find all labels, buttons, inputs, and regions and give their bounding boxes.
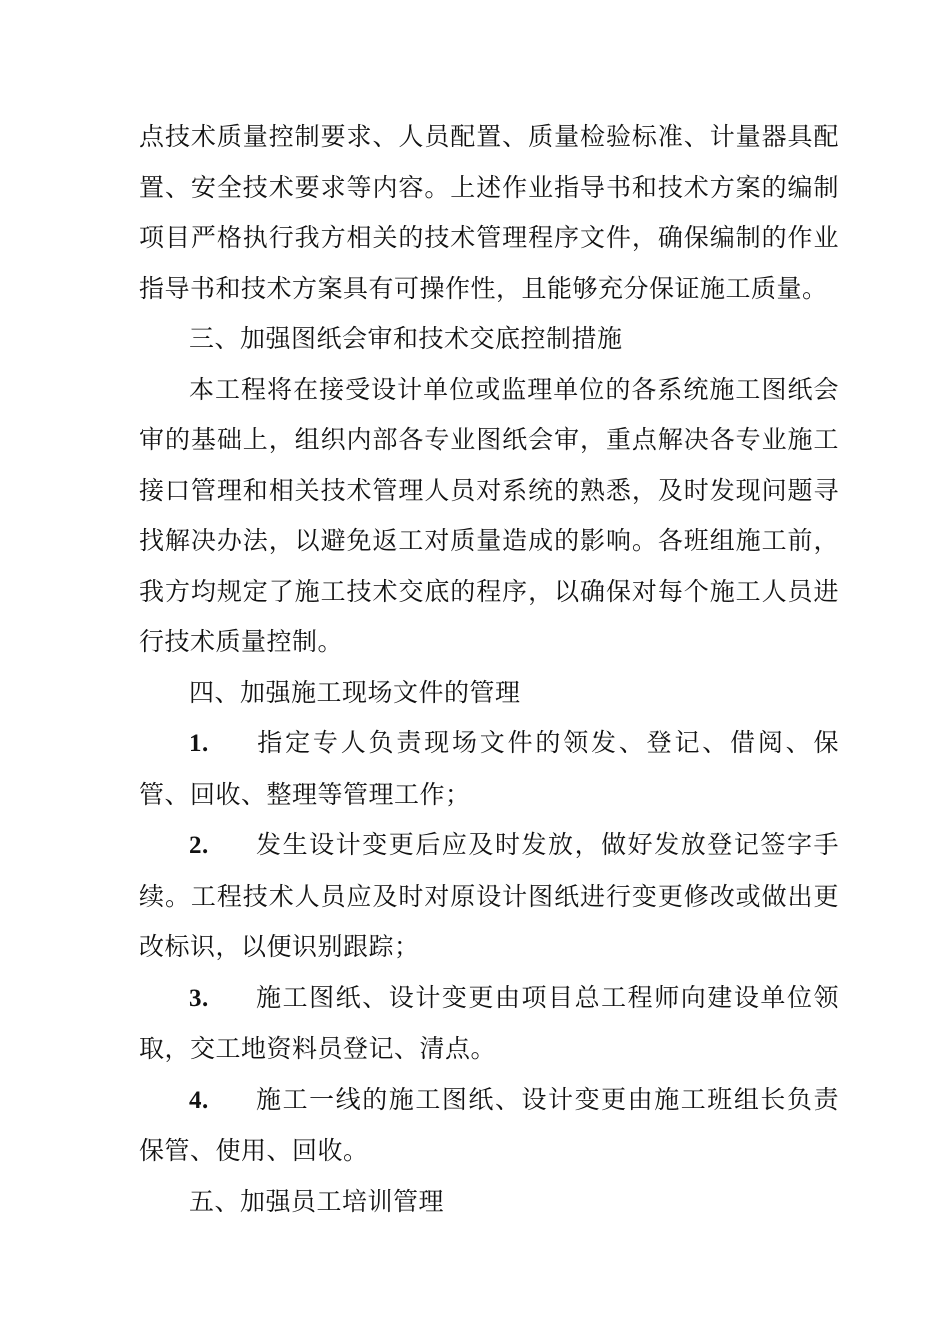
section-heading-4: 四、加强施工现场文件的管理 <box>189 677 521 707</box>
list-item <box>139 973 839 1075</box>
paragraph-continued: 点技术质量控制要求、人员配置、质量检验标准、计量器具配置、安全技术要求等内容。上述作业指导书和技术方案的编制项目严格执行我方相关的技术管理程序文件，确保编制的作业指导书和技术方案具有可操作性，且能够充分保证施工质量。 <box>139 122 839 303</box>
list-item-number: 2. <box>189 832 209 859</box>
section-heading-3: 三、加强图纸会审和技术交底控制措施 <box>189 324 623 353</box>
paragraph-drawing-review: 本工程将在接受设计单位或监理单位的各系统施工图纸会审的基础上，组织内部各专业图纸会审，重点解决各专业施工接口管理和相关技术管理人员对系统的熟悉，及时发现问题寻找解决办法，以避免返工对质量造成的影响。各班组施工前，我方均规定了施工技术交底的程序，以确保对每个施工人员进行技术质量控制。 <box>139 374 839 656</box>
list-item-text: 施工图纸、设计变更由项目总工程师向建设单位领取，交工地资料员登记、清点。 <box>139 982 839 1063</box>
list-item-number: 3. <box>189 984 209 1012</box>
list-item-number: 4. <box>189 1086 209 1114</box>
list-item <box>139 1075 839 1177</box>
list-item-text: 指定专人负责现场文件的领发、登记、借阅、保管、回收、整理等管理工作； <box>139 728 839 809</box>
list-item-number: 1. <box>189 730 209 757</box>
list-item <box>139 718 839 820</box>
list-item <box>139 820 839 973</box>
list-item-text: 发生设计变更后应及时发放，做好发放登记签字手续。工程技术人员应及时对原设计图纸进行变更修改或做出更改标识，以便识别跟踪； <box>139 830 839 961</box>
section-heading-5: 五、加强员工培训管理 <box>189 1186 445 1216</box>
list-item-text: 施工一线的施工图纸、设计变更由施工班组长负责保管、使用、回收。 <box>139 1084 839 1165</box>
document-body <box>139 112 839 1227</box>
